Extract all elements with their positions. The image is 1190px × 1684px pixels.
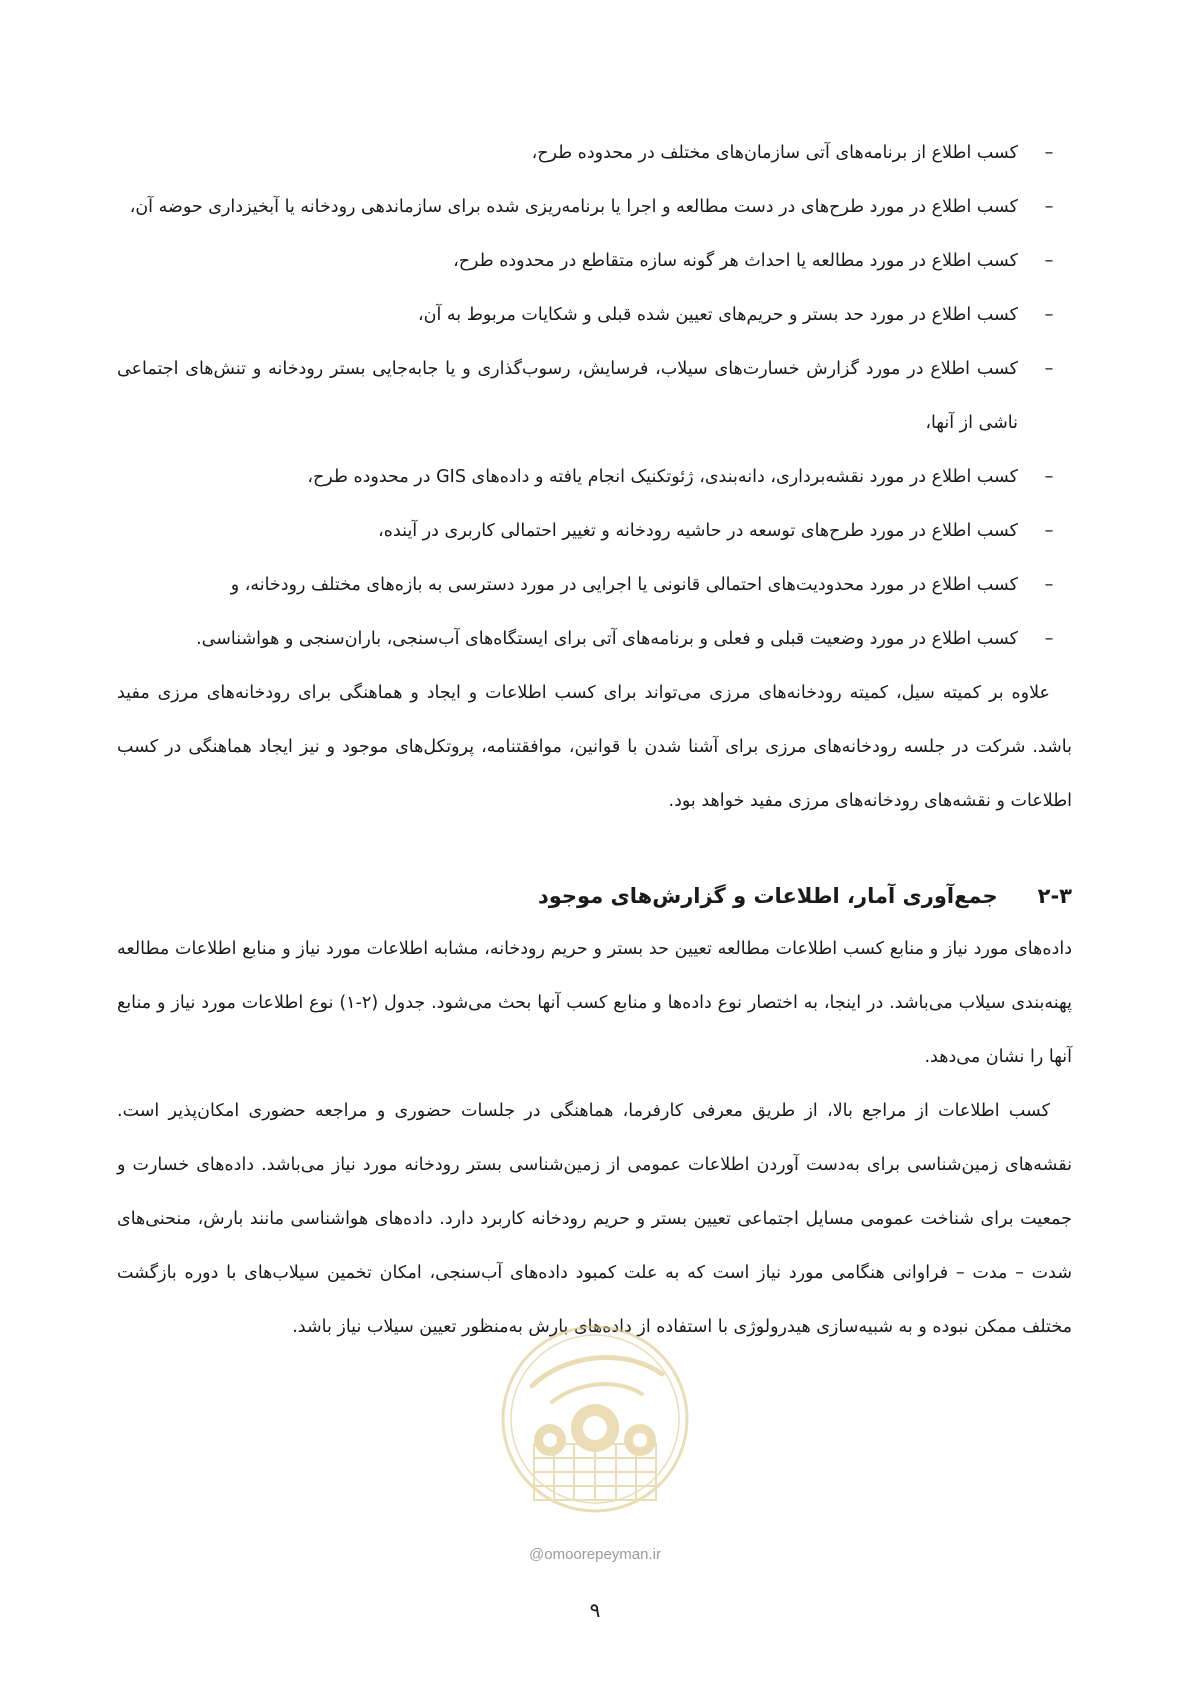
list-item — [117, 288, 1072, 342]
list-item — [117, 342, 1072, 450]
dash-marker: – — [1044, 305, 1054, 325]
dash-marker: – — [1044, 575, 1054, 595]
page-content — [117, 126, 1072, 1354]
list-item — [117, 558, 1072, 612]
paragraph: علاوه بر کمیته سیل، کمیته رودخانه‌های مرزی می‌تواند برای کسب اطلاعات و ایجاد و هماهنگی برای رودخانه‌های مرزی مفید باشد. شرکت در جلسه رودخانه‌های مرزی برای آشنا شدن با قوانین، موافقتنامه، پروتکل‌های موجود و نیز ایجاد هماهنگی در کسب اطلاعات و نقشه‌های رودخانه‌های مرزی مفید خواهد بود. — [117, 683, 1072, 811]
section-heading — [117, 872, 1072, 920]
list-item — [117, 450, 1072, 504]
list-item-text: کسب اطلاع در مورد نقشه‌برداری، دانه‌بندی، ژئوتکنیک انجام یافته و داده‌های GIS در محدوده طرح، — [307, 467, 1018, 487]
dash-marker: – — [1044, 197, 1054, 217]
list-item-text: کسب اطلاع در مورد محدودیت‌های احتمالی قانونی یا اجرایی در مورد دسترسی به بازه‌های مختلف رودخانه، و — [230, 575, 1018, 595]
list-item — [117, 612, 1072, 666]
list-item-text: کسب اطلاع در مورد مطالعه یا احداث هر گونه سازه متقاطع در محدوده طرح، — [453, 251, 1018, 271]
list-item-text: کسب اطلاع در مورد طرح‌های در دست مطالعه و اجرا یا برنامه‌ریزی شده برای سازماندهی رودخانه یا آبخیزداری حوضه آن، — [129, 197, 1018, 217]
section-number: ۲-۳ — [1037, 884, 1072, 908]
list-item — [117, 504, 1072, 558]
list-item-text: کسب اطلاع از برنامه‌های آتی سازمان‌های مختلف در محدوده طرح، — [531, 143, 1018, 163]
list-item-text: کسب اطلاع در مورد وضعیت قبلی و فعلی و برنامه‌های آتی برای ایستگاه‌های آب‌سنجی، باران‌سنجی و هواشناسی. — [196, 629, 1018, 649]
list-item — [117, 126, 1072, 180]
bullet-list — [117, 126, 1072, 666]
dash-marker: – — [1044, 629, 1054, 649]
list-item — [117, 234, 1072, 288]
dash-marker: – — [1044, 521, 1054, 541]
paragraph: داده‌های مورد نیاز و منابع کسب اطلاعات مطالعه تعیین حد بستر و حریم رودخانه، مشابه اطلاعات مورد نیاز و منابع اطلاعات مطالعه پهنه‌بندی سیلاب می‌باشد. در اینجا، به اختصار نوع داده‌ها و منابع کسب آنها بحث می‌شود. جدول (۲-۱) نوع اطلاعات مورد نیاز و منابع آنها را نشان می‌دهد. — [117, 939, 1072, 1067]
watermark-logo — [492, 1316, 698, 1566]
dash-marker: – — [1044, 143, 1054, 163]
dash-marker: – — [1044, 251, 1054, 271]
list-item — [117, 180, 1072, 234]
page-number: ۹ — [589, 1598, 601, 1622]
list-item-text: کسب اطلاع در مورد گزارش خسارت‌های سیلاب، فرسایش، رسوب‌گذاری و یا جابه‌جایی بستر رودخانه و تنش‌های اجتماعی ناشی از آنها، — [117, 359, 1018, 433]
dash-marker: – — [1044, 359, 1054, 379]
paragraph: کسب اطلاعات از مراجع بالا، از طریق معرفی کارفرما، هماهنگی در جلسات حضوری و مراجعه حضوری امکان‌پذیر است. نقشه‌های زمین‌شناسی برای به‌دست آوردن اطلاعات عمومی از زمین‌شناسی بستر رودخانه مورد نیاز می‌باشد. داده‌های خسارت و جمعیت برای شناخت عمومی مسایل اجتماعی تعیین بستر و حریم رودخانه کاربرد دارد. داده‌های هواشناسی مانند بارش، منحنی‌های شدت – مدت – فراوانی هنگامی مورد نیاز است که به علت کمبود داده‌های آب‌سنجی، امکان تخمین سیلاب‌های با دوره بازگشت مختلف ممکن نبوده و به شبیه‌سازی هیدرولوژی با استفاده از داده‌های بارش به‌منظور تعیین سیلاب نیاز باشد. — [117, 1101, 1072, 1337]
watermark-site-text: @omoorepeyman.ir — [529, 1546, 661, 1563]
section-title: جمع‌آوری آمار، اطلاعات و گزارش‌های موجود — [537, 884, 998, 908]
dash-marker: – — [1044, 467, 1054, 487]
list-item-text: کسب اطلاع در مورد طرح‌های توسعه در حاشیه رودخانه و تغییر احتمالی کاربری در آینده، — [378, 521, 1018, 541]
list-item-text: کسب اطلاع در مورد حد بستر و حریم‌های تعیین شده قبلی و شکایات مربوط به آن، — [417, 305, 1018, 325]
